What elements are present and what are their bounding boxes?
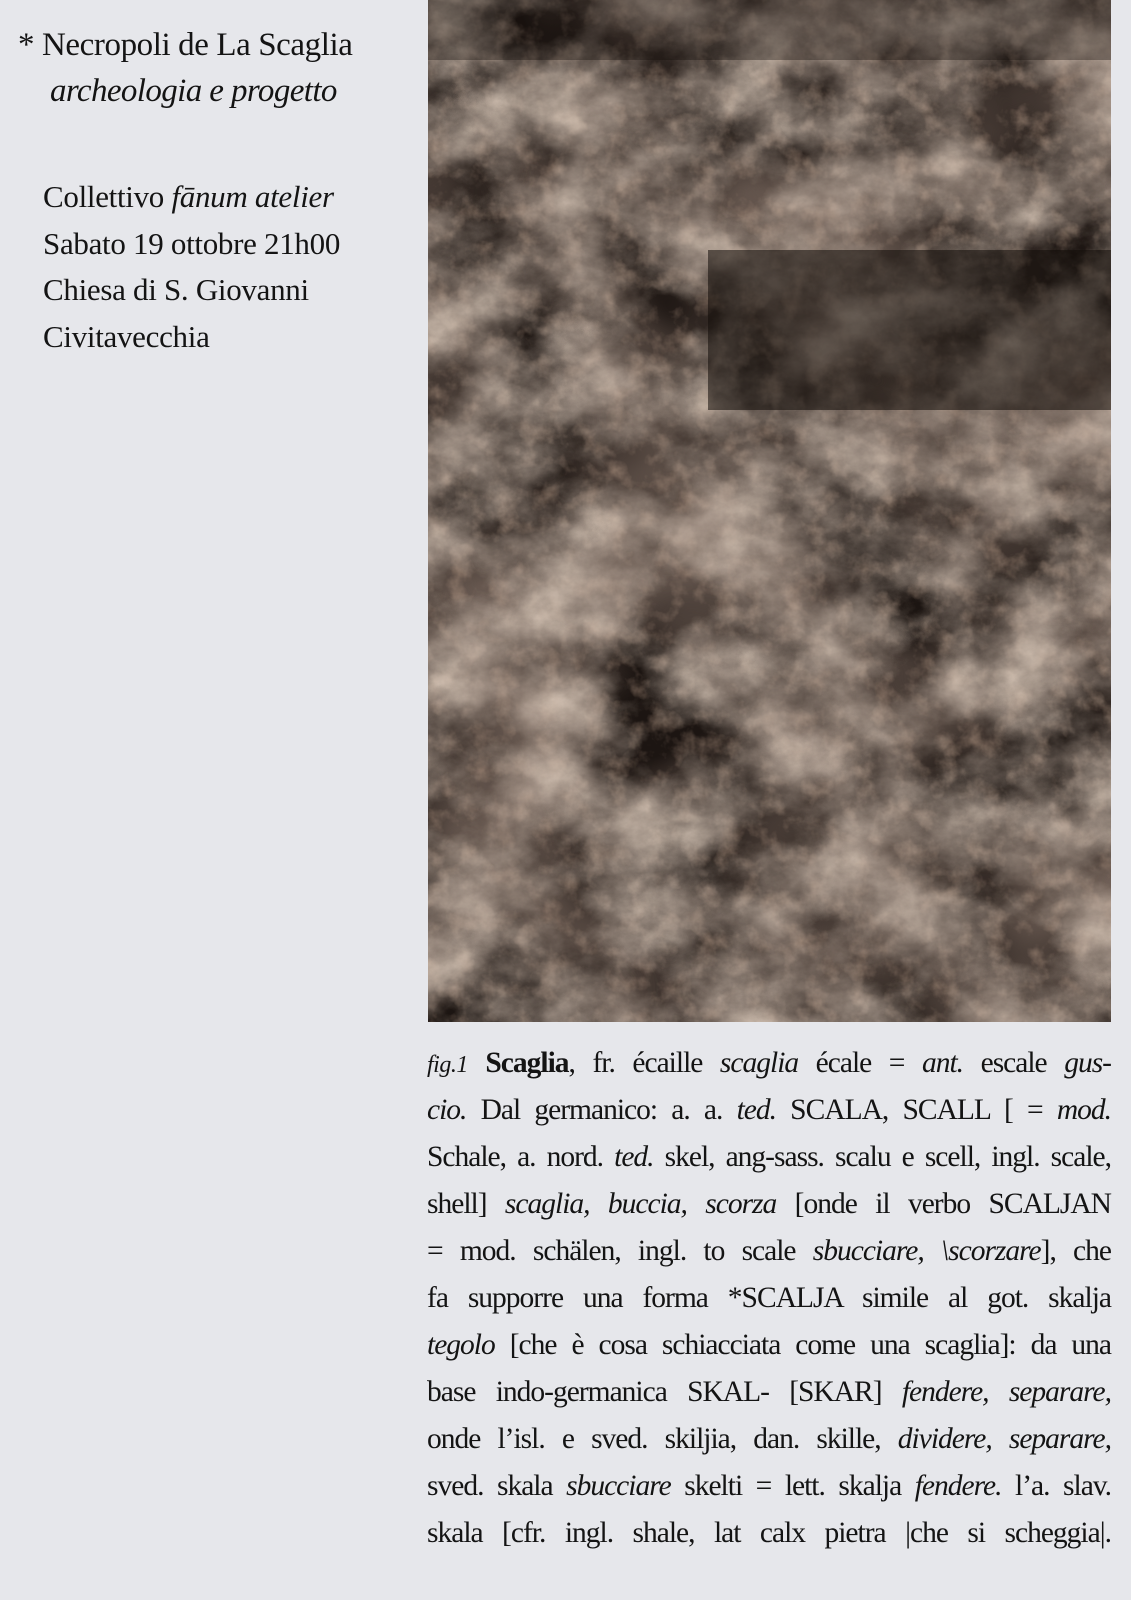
collective-line: [43, 174, 340, 221]
caption-line-2: cio. Dal germanico: a. a. ted. SCALA, SCALL [ = mod.: [427, 1094, 1111, 1126]
caption-line-6: fa supporre una forma *SCALJA simile al got. skalja: [427, 1282, 1111, 1314]
page-subtitle: archeologia e progetto: [50, 73, 337, 109]
event-info: [43, 174, 340, 360]
caption-line-1: fig.1 Scaglia, fr. écaille scaglia écale = ant. escale gus-: [427, 1047, 1112, 1079]
caption-line-4: shell] scaglia, buccia, scorza [onde il verbo SCALJAN: [427, 1188, 1111, 1220]
caption-line-5: = mod. schälen, ingl. to scale sbucciare, \scorzare], che: [427, 1235, 1111, 1267]
event-date: Sabato 19 ottobre 21h00: [43, 225, 341, 261]
caption-line-11: skala [cfr. ingl. shale, lat calx pietra |che si scheggia|.: [427, 1517, 1111, 1549]
caption-line-9: onde l’isl. e sved. skiljia, dan. skille, dividere, separare,: [427, 1423, 1111, 1455]
page-title: [18, 22, 418, 68]
headword: Scaglia: [485, 1047, 569, 1079]
caption-line-10: sved. skala sbucciare skelti = lett. skalja fendere. l’a. slav.: [427, 1470, 1111, 1502]
collective-name: fānum atelier: [171, 179, 334, 214]
header: [18, 22, 418, 114]
rock-surface-photo-icon: [428, 0, 1111, 1022]
collective-prefix: Collettivo: [43, 179, 165, 214]
event-city: Civitavecchia: [43, 318, 210, 354]
caption-line-8: base indo-germanica SKAL- [SKAR] fendere, separare,: [427, 1376, 1111, 1408]
event-venue: Chiesa di S. Giovanni: [43, 272, 309, 307]
rock-texture: [428, 0, 1111, 1022]
caption-line-7: tegolo [che è cosa schiacciata come una scaglia]: da una: [427, 1329, 1111, 1361]
figure-label: fig.1: [427, 1052, 468, 1078]
title-text: Necropoli de La Scaglia: [41, 27, 353, 63]
caption-etymology: [427, 1040, 1111, 1557]
caption-line-3: Schale, a. nord. ted. skel, ang-sass. scalu e scell, ingl. scale,: [427, 1141, 1111, 1173]
asterisk-mark: *: [18, 27, 35, 63]
